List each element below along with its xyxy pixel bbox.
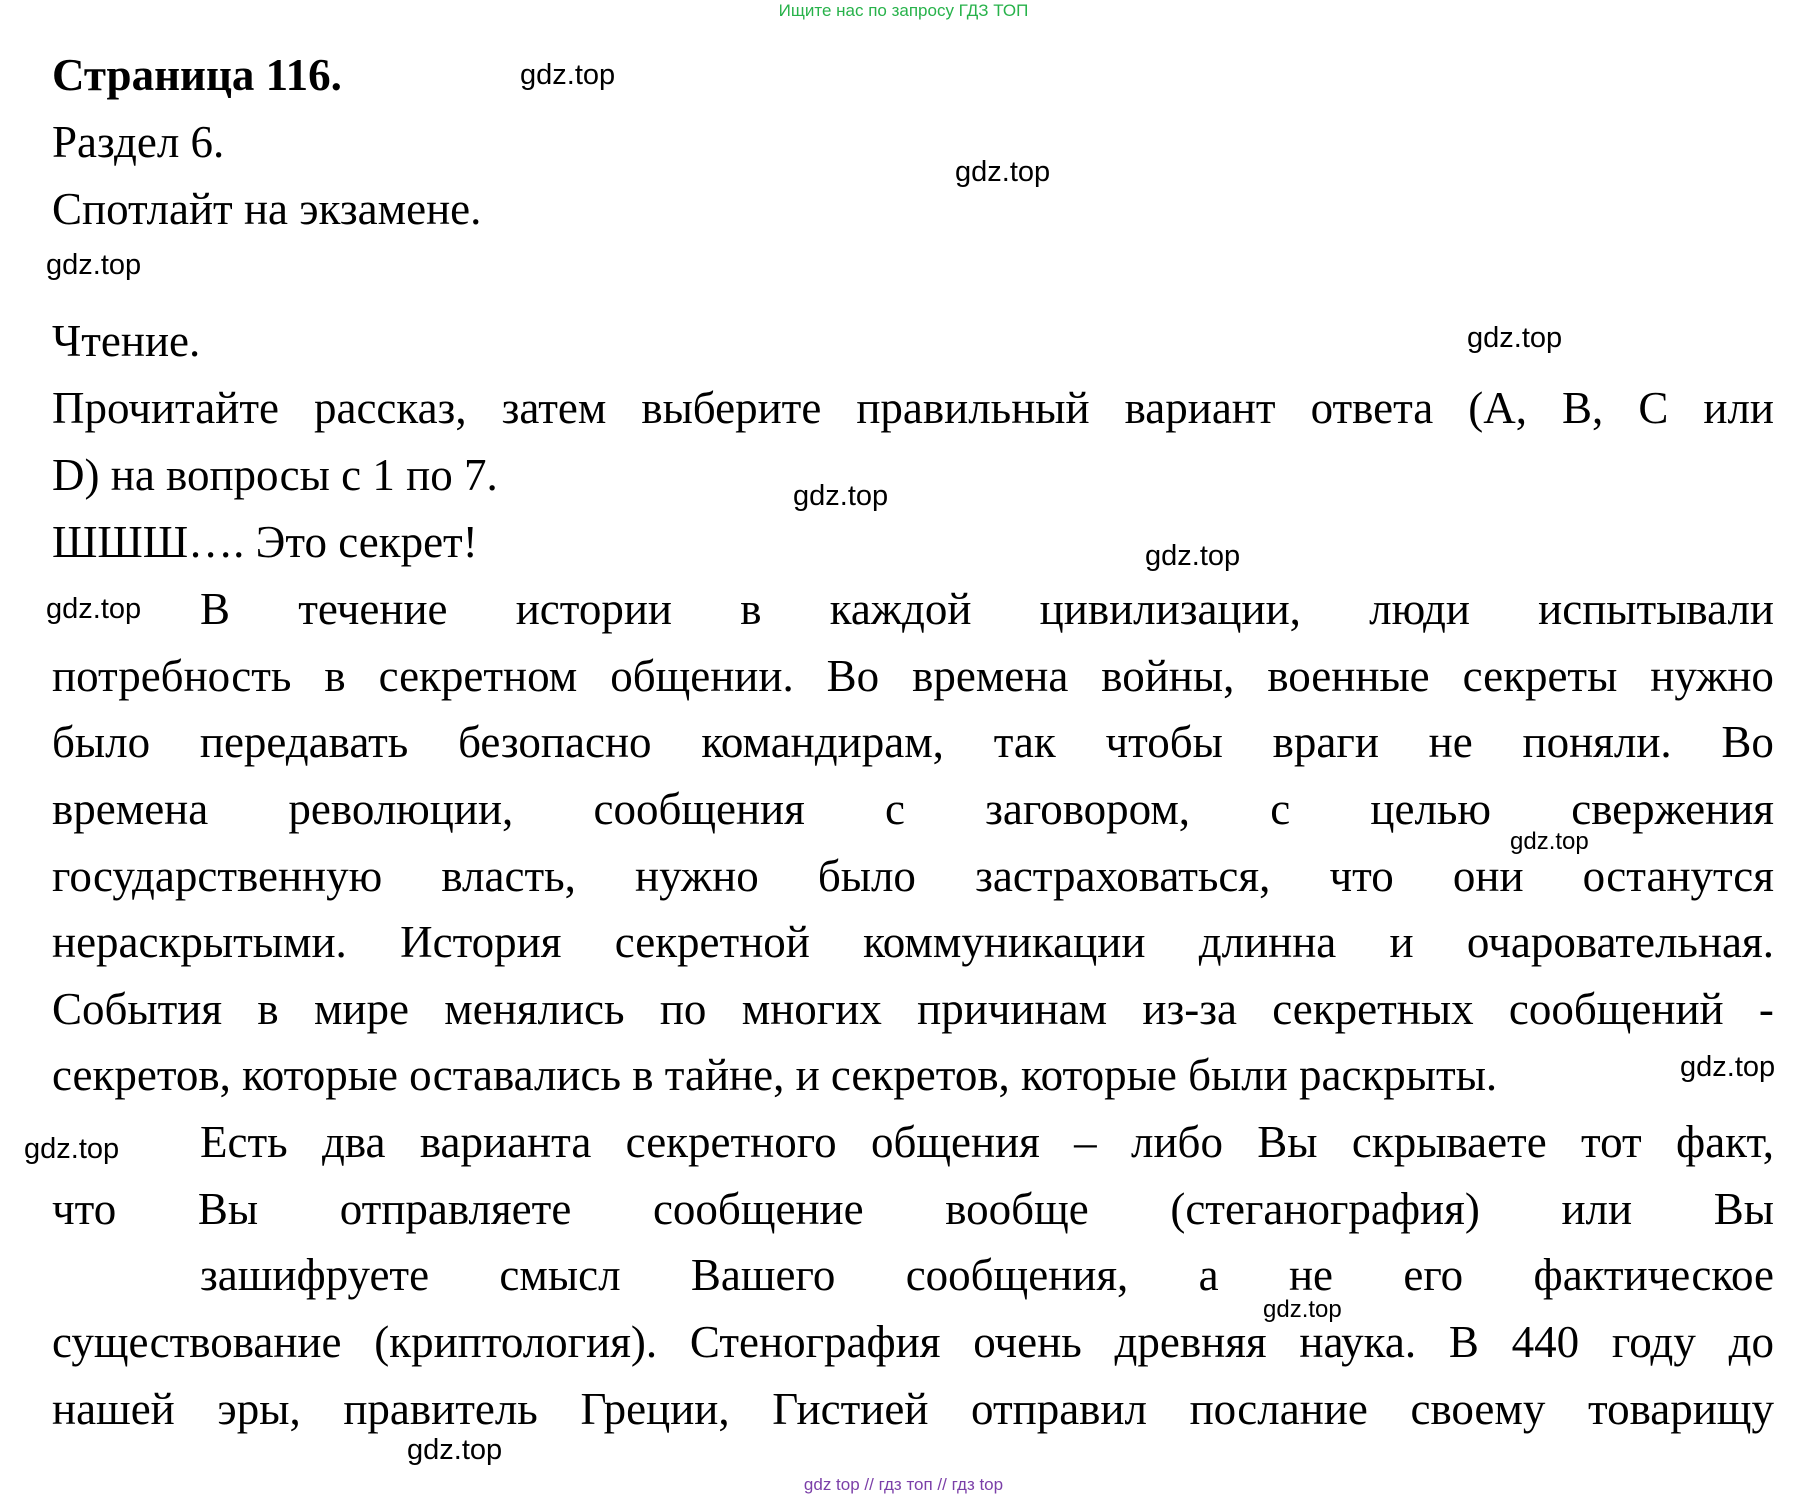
word: (A, <box>1468 383 1528 433</box>
word: наука. <box>1299 1317 1417 1367</box>
word: В <box>200 584 231 634</box>
watermark: gdz.top <box>1680 1051 1776 1083</box>
section-label: Раздел 6. <box>52 117 225 167</box>
word: Вы <box>1257 1117 1318 1167</box>
word: сообщение <box>652 1184 864 1234</box>
watermark: gdz.top <box>1145 540 1241 572</box>
word: общении. <box>610 651 794 701</box>
word: очень <box>973 1317 1082 1367</box>
watermark: gdz.top <box>46 593 142 625</box>
word: Стенография <box>689 1317 941 1367</box>
word: Вы <box>1713 1184 1774 1234</box>
paragraph-line <box>200 1242 1774 1308</box>
word: (криптология). <box>374 1317 658 1367</box>
word: люди <box>1369 584 1470 634</box>
word: События <box>52 984 223 1034</box>
watermark: gdz.top <box>520 59 616 91</box>
word: поняли. <box>1522 717 1672 767</box>
word: - <box>1758 984 1774 1034</box>
word: революции, <box>288 784 514 834</box>
word: C <box>1638 383 1669 433</box>
word: истории <box>515 584 673 634</box>
word: В <box>1448 1317 1479 1367</box>
word: течение <box>298 584 448 634</box>
word: времена <box>52 784 209 834</box>
word: либо <box>1131 1117 1223 1167</box>
paragraph-line <box>52 1376 1774 1442</box>
word: застраховаться, <box>975 851 1271 901</box>
watermark: gdz.top <box>1510 828 1589 855</box>
word: B, <box>1562 383 1604 433</box>
word: военные <box>1267 651 1430 701</box>
word: Вы <box>197 1184 259 1234</box>
paragraph-line <box>52 976 1774 1042</box>
word: нужно <box>635 851 759 901</box>
word: правильный <box>856 383 1090 433</box>
word: целью <box>1370 784 1492 834</box>
word: сообщений <box>1508 984 1724 1034</box>
word: очаровательная. <box>1466 917 1774 967</box>
word: многих <box>741 984 882 1034</box>
word: ответа <box>1310 383 1434 433</box>
word: причинам <box>917 984 1108 1034</box>
word: тот <box>1581 1117 1642 1167</box>
word: вообще <box>945 1184 1089 1234</box>
word: секретной <box>614 917 810 967</box>
watermark: gdz.top <box>1467 322 1563 354</box>
word: эры, <box>217 1384 301 1434</box>
word: коммуникации <box>863 917 1146 967</box>
word: чтобы <box>1105 717 1223 767</box>
word: мире <box>313 984 409 1034</box>
paragraph-line <box>52 1176 1774 1242</box>
word: не <box>1288 1250 1334 1300</box>
paragraph-line <box>200 1109 1774 1175</box>
word: фактическое <box>1533 1250 1774 1300</box>
word: враги <box>1272 717 1379 767</box>
instruction-line <box>52 375 1774 441</box>
word: Греции, <box>580 1384 730 1434</box>
paragraph-line: секретов, которые оставались в тайне, и секретов, которые были раскрыты. <box>52 1050 1498 1100</box>
word: нераскрытыми. <box>52 917 347 967</box>
unit-label: Спотлайт на экзамене. <box>52 184 482 234</box>
word: испытывали <box>1538 584 1774 634</box>
page-title: Страница 116. <box>52 50 342 100</box>
word: История <box>400 917 562 967</box>
word: Есть <box>200 1117 288 1167</box>
word: в <box>324 651 346 701</box>
word: потребность <box>52 651 292 701</box>
word: командирам, <box>701 717 944 767</box>
word: так <box>993 717 1056 767</box>
word: смысл <box>499 1250 621 1300</box>
word: с <box>1270 784 1291 834</box>
word: что <box>1329 851 1394 901</box>
word: отправляете <box>339 1184 572 1234</box>
word: своему <box>1410 1384 1546 1434</box>
word: безопасно <box>458 717 652 767</box>
word: послание <box>1189 1384 1368 1434</box>
word: затем <box>501 383 607 433</box>
watermark: gdz.top <box>46 249 142 281</box>
word: зашифруете <box>200 1250 430 1300</box>
word: скрываете <box>1351 1117 1547 1167</box>
word: секретном <box>378 651 578 701</box>
word: власть, <box>441 851 576 901</box>
paragraph-line <box>52 909 1774 975</box>
word: общения <box>870 1117 1040 1167</box>
word: секретных <box>1272 984 1474 1034</box>
word: выберите <box>641 383 822 433</box>
word: с <box>885 784 905 834</box>
word: – <box>1074 1117 1097 1167</box>
word: свержения <box>1571 784 1774 834</box>
word: 440 <box>1511 1317 1580 1367</box>
word: или <box>1703 383 1774 433</box>
paragraph-line <box>52 1309 1774 1375</box>
top-banner: Ищите нас по запросу ГДЗ ТОП <box>778 1 1029 20</box>
word: нашей <box>52 1384 175 1434</box>
word: сообщения, <box>905 1250 1129 1300</box>
word: было <box>817 851 916 901</box>
word: Вашего <box>690 1250 836 1300</box>
word: Гистией <box>772 1384 929 1434</box>
word: они <box>1452 851 1524 901</box>
word: или <box>1561 1184 1633 1234</box>
watermark: gdz.top <box>407 1434 503 1466</box>
word: сообщения <box>593 784 805 834</box>
word: заговором, <box>985 784 1191 834</box>
word: до <box>1728 1317 1774 1367</box>
word: существование <box>52 1317 342 1367</box>
word: товарищу <box>1588 1384 1774 1434</box>
word: что <box>52 1184 117 1234</box>
word: рассказ, <box>313 383 467 433</box>
word: а <box>1198 1250 1219 1300</box>
watermark: gdz.top <box>1263 1296 1342 1323</box>
word: было <box>52 717 151 767</box>
word: его <box>1403 1250 1464 1300</box>
story-title: ШШШ…. Это секрет! <box>52 517 478 567</box>
word: передавать <box>199 717 409 767</box>
task-heading: Чтение. <box>52 316 201 366</box>
word: два <box>322 1117 386 1167</box>
word: Прочитайте <box>52 383 279 433</box>
word: секретного <box>625 1117 837 1167</box>
watermark: gdz.top <box>955 156 1051 188</box>
paragraph-line <box>52 643 1774 709</box>
word: не <box>1428 717 1473 767</box>
word: Во <box>826 651 880 701</box>
word: останутся <box>1582 851 1774 901</box>
word: факт, <box>1676 1117 1774 1167</box>
paragraph-line <box>200 576 1774 642</box>
word: древняя <box>1114 1317 1267 1367</box>
word: и <box>1389 917 1414 967</box>
watermark: gdz.top <box>793 480 889 512</box>
word: отправил <box>971 1384 1147 1434</box>
word: правитель <box>343 1384 538 1434</box>
word: войны, <box>1101 651 1235 701</box>
word: длинна <box>1198 917 1337 967</box>
word: в <box>257 984 279 1034</box>
word: цивилизации, <box>1039 584 1301 634</box>
word: в <box>740 584 762 634</box>
word: году <box>1611 1317 1696 1367</box>
word: секреты <box>1462 651 1618 701</box>
watermark: gdz.top <box>24 1133 120 1165</box>
word: по <box>659 984 707 1034</box>
word: нужно <box>1650 651 1774 701</box>
word: государственную <box>52 851 383 901</box>
paragraph-line <box>52 709 1774 775</box>
word: вариант <box>1124 383 1276 433</box>
word: (стеганография) <box>1170 1184 1480 1234</box>
word: каждой <box>829 584 972 634</box>
word: времена <box>912 651 1069 701</box>
word: Во <box>1721 717 1774 767</box>
word: из-за <box>1142 984 1237 1034</box>
word: варианта <box>419 1117 592 1167</box>
instruction-line: D) на вопросы с 1 по 7. <box>52 450 498 500</box>
word: менялись <box>444 984 625 1034</box>
bottom-banner: gdz top // гдз топ // гдз top <box>803 1475 1004 1494</box>
